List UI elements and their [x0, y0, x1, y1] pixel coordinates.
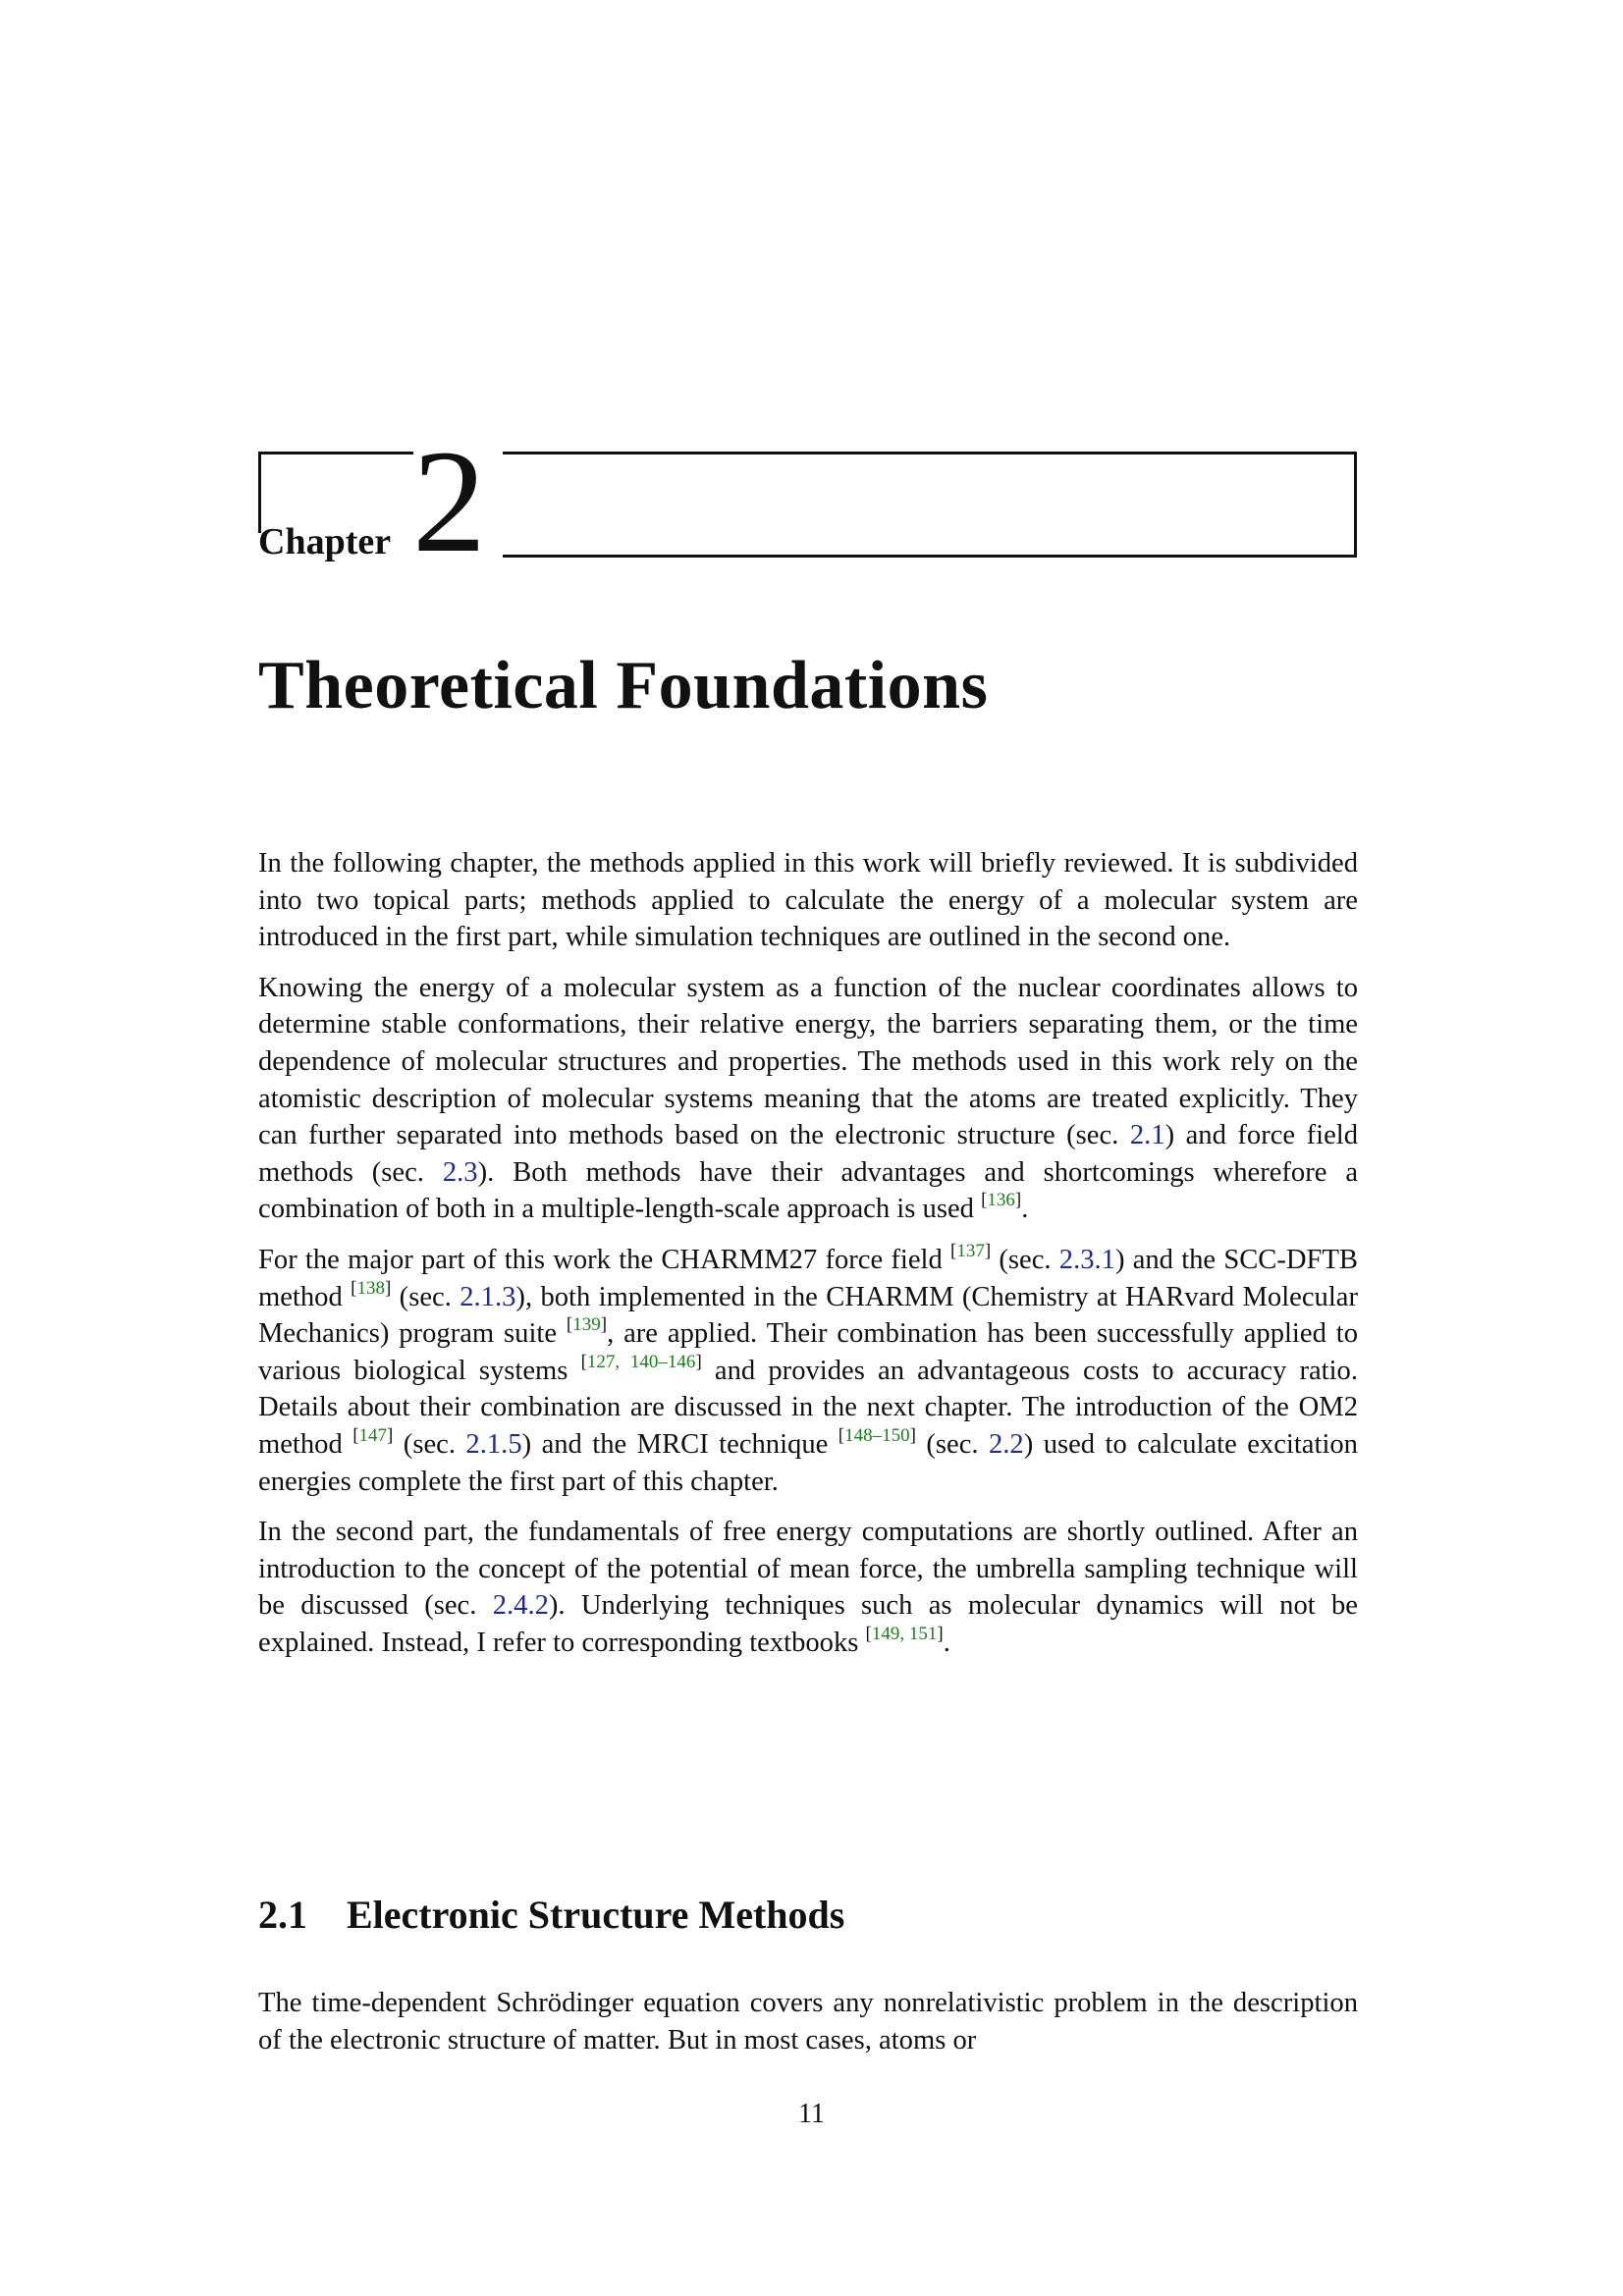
paragraph-2: Knowing the energy of a molecular system as a function of the nuclear coordinates allows to determine stable conformations, their relative energy, the barriers separating them, or the time dependence of molecular structures and properties. The methods used in this work rely on the atomistic description of molecular systems meaning that the atoms are treated explicitly. They can further separated into methods based on the electronic structure (sec. 2.1) and force field methods (sec. 2.3). Both methods have their advantages and shortcomings wherefore a combination of both in a multiple-length-scale approach is used [136]. — [258, 972, 1359, 1225]
body-text-section — [258, 1985, 1358, 2058]
chapter-frame-right — [503, 452, 1357, 558]
section-link[interactable]: 2.4.2 — [492, 1590, 549, 1622]
chapter-label: Chapter — [258, 521, 392, 562]
paragraph-3: For the major part of this work the CHARMM27 force field [137] (sec. 2.3.1) and the SCC-DFTB method [138] (sec. 2.1.3), both implemented in the CHARMM (Chemistry at HARvard Molecular Mechanics) program suite [139], are applied. Their combination has been successfully applied to various biological systems [127, 140–146] and provides an advantageous costs to accuracy ratio. Details about their combination are discussed in the next chapter. The introduction of the OM2 method [147] (sec. 2.1.5) and the MRCI technique [148–150] (sec. 2.2) used to calculate excitation energies complete the first part of this chapter. — [258, 1240, 1359, 1497]
citation-link[interactable]: 136 — [987, 1190, 1015, 1211]
chapter-number: 2 — [412, 420, 486, 583]
section-link[interactable]: 2.1.5 — [465, 1428, 522, 1460]
citation-link[interactable]: 148–150 — [844, 1424, 910, 1446]
page-number: 11 — [798, 2099, 825, 2129]
citation-link[interactable]: 149, 151 — [871, 1623, 938, 1644]
chapter-title: Theoretical Foundations — [258, 648, 989, 723]
section-link[interactable]: 2.1 — [1129, 1120, 1165, 1151]
section-link[interactable]: 2.3 — [442, 1156, 478, 1188]
paragraph-4: In the second part, the fundamentals of free energy computations are shortly outlined. After an introduction to the concept of the potential of mean force, the umbrella sampling technique will be discussed (sec. 2.4.2). Underlying techniques such as molecular dynamics will not be explained. Instead, I refer to corresponding textbooks [149, 151]. — [258, 1517, 1358, 1658]
citation-link[interactable]: 137 — [956, 1240, 985, 1261]
citation-link[interactable]: 127, 140–146 — [586, 1351, 696, 1372]
section-heading — [258, 1892, 844, 1939]
section-link[interactable]: 2.1.3 — [460, 1281, 516, 1312]
body-text-intro — [258, 845, 1358, 1661]
citation-link[interactable]: 147 — [358, 1424, 388, 1446]
section-link[interactable]: 2.2 — [988, 1428, 1024, 1460]
paragraph-1: In the following chapter, the methods applied in this work will briefly reviewed. It is subdivided into two topical parts; methods applied to calculate the energy of a molecular system are introduced in the first part, while simulation techniques are outlined in the second one. — [258, 848, 1358, 953]
citation-link[interactable]: 139 — [572, 1314, 601, 1336]
citation-link[interactable]: 138 — [356, 1277, 385, 1299]
section-paragraph: The time-dependent Schrödinger equation covers any nonrelativistic problem in the description of the electronic structure of matter. But in most cases, atoms or — [258, 1988, 1358, 2056]
section-number: 2.1 — [258, 1893, 307, 1937]
section-title: Electronic Structure Methods — [347, 1893, 845, 1937]
section-link[interactable]: 2.3.1 — [1058, 1244, 1115, 1275]
